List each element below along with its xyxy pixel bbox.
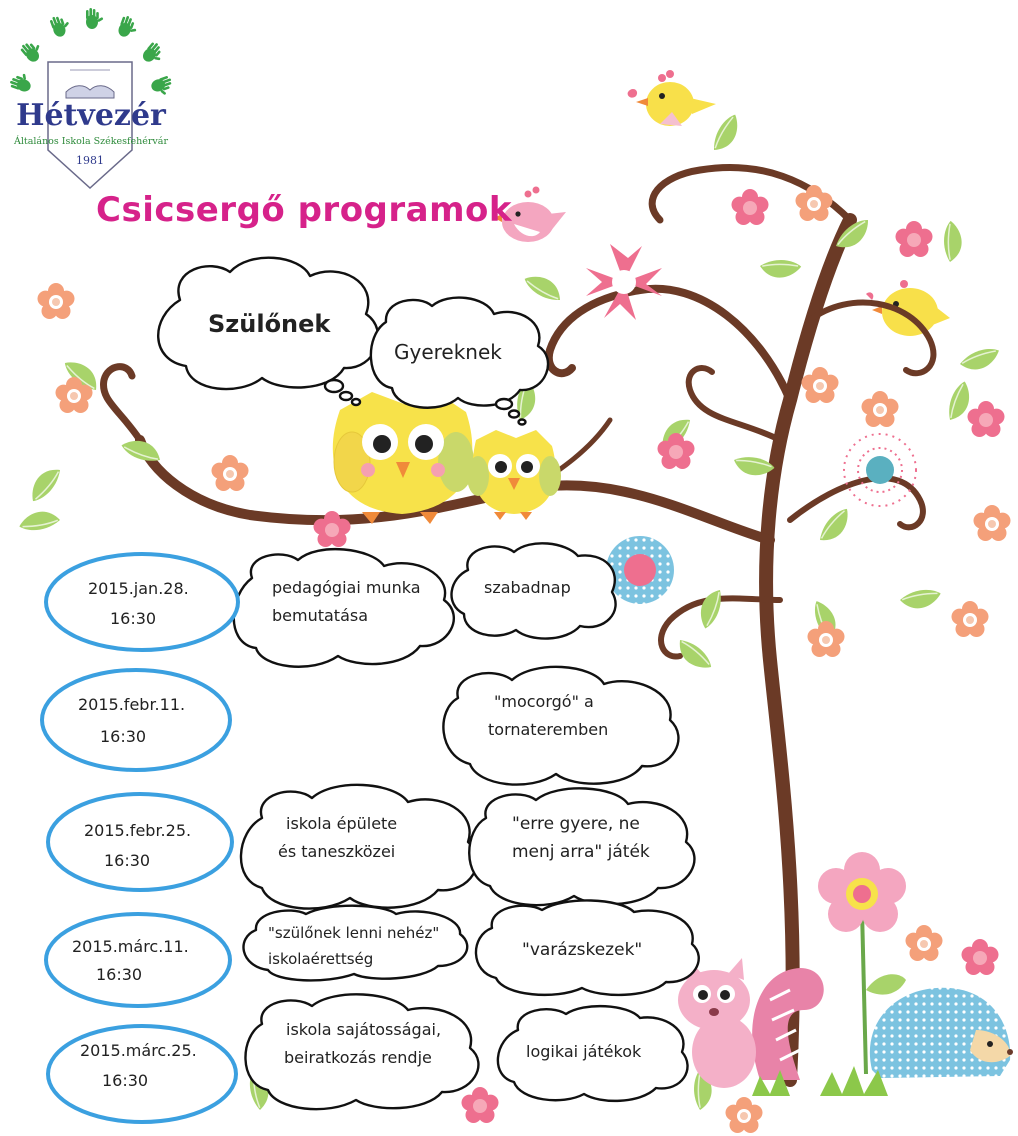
children-program-5 [526,1038,641,1066]
time-1: 16:30 [110,609,157,628]
parents-program-1-line2: bemutatása [272,606,369,625]
children-program-4-line1: "varázskezek" [522,940,643,960]
children-program-1-line1: szabadnap [484,578,571,597]
date-ellipse-2 [42,670,230,770]
thought-bubble-dot [509,411,519,418]
parents-program-5-line1: iskola sajátosságai, [286,1020,442,1039]
children-program-2 [488,688,609,744]
grass-icon [820,1066,888,1096]
children-program-5-line1: logikai játékok [526,1042,642,1061]
parents-program-4-line2: iskolaérettség [268,950,374,968]
yellow-bird-icon [628,70,716,126]
date-2: 2015.febr.11. [78,695,186,714]
logo-year: 1981 [76,154,104,167]
children-program-1 [484,574,571,602]
parents-program-1-line1: pedagógiai munka [272,578,421,597]
time-2: 16:30 [100,727,147,746]
parents-program-3-line2: és taneszközei [278,842,396,861]
date-3: 2015.febr.25. [84,821,192,840]
date-4: 2015.márc.11. [72,937,189,956]
page-title: Csicsergő programok [96,190,513,230]
time-3: 16:30 [104,851,151,870]
parents-program-5-line2: beiratkozás rendje [284,1048,432,1067]
children-program-3-line2: menj arra" játék [512,842,650,862]
date-5: 2015.márc.25. [80,1041,197,1060]
thought-bubble-dot [519,420,526,425]
time-4: 16:30 [96,965,143,984]
small-owl-icon [467,430,561,520]
logo-subtitle: Általános Iskola Székesfehérvár [13,136,169,147]
hedgehog-icon [870,988,1013,1078]
thought-bubble-dot [340,392,352,400]
header-children: Gyereknek [394,340,502,364]
header-parents: Szülőnek [208,310,331,338]
thought-bubble-dot [496,399,512,409]
children-program-3-line1: "erre gyere, ne [512,814,640,834]
thought-bubble-dot [325,380,343,392]
parents-program-3 [278,810,398,866]
children-program-2-line2: tornateremben [488,720,609,739]
children-program-3 [512,810,650,866]
patterned-flower-icon [606,536,674,604]
logo-name: Hétvezér [16,98,166,133]
thought-bubble-dot [352,399,360,405]
pink-squirrel-icon [678,958,824,1088]
time-5: 16:30 [102,1071,149,1090]
big-pink-flower-icon [586,244,662,320]
parents-program-4 [268,920,439,972]
parents-program-5 [286,1016,441,1072]
children-program-2-line1: "mocorgó" a [494,692,594,711]
parents-program-1 [272,574,421,630]
date-1: 2015.jan.28. [88,579,189,598]
yellow-bird-right-icon [866,280,950,336]
parents-program-3-line1: iskola épülete [286,814,398,833]
dotted-flower-icon [844,434,916,506]
parents-program-4-line1: "szülőnek lenni nehéz" [268,924,440,942]
children-program-4 [522,936,642,964]
